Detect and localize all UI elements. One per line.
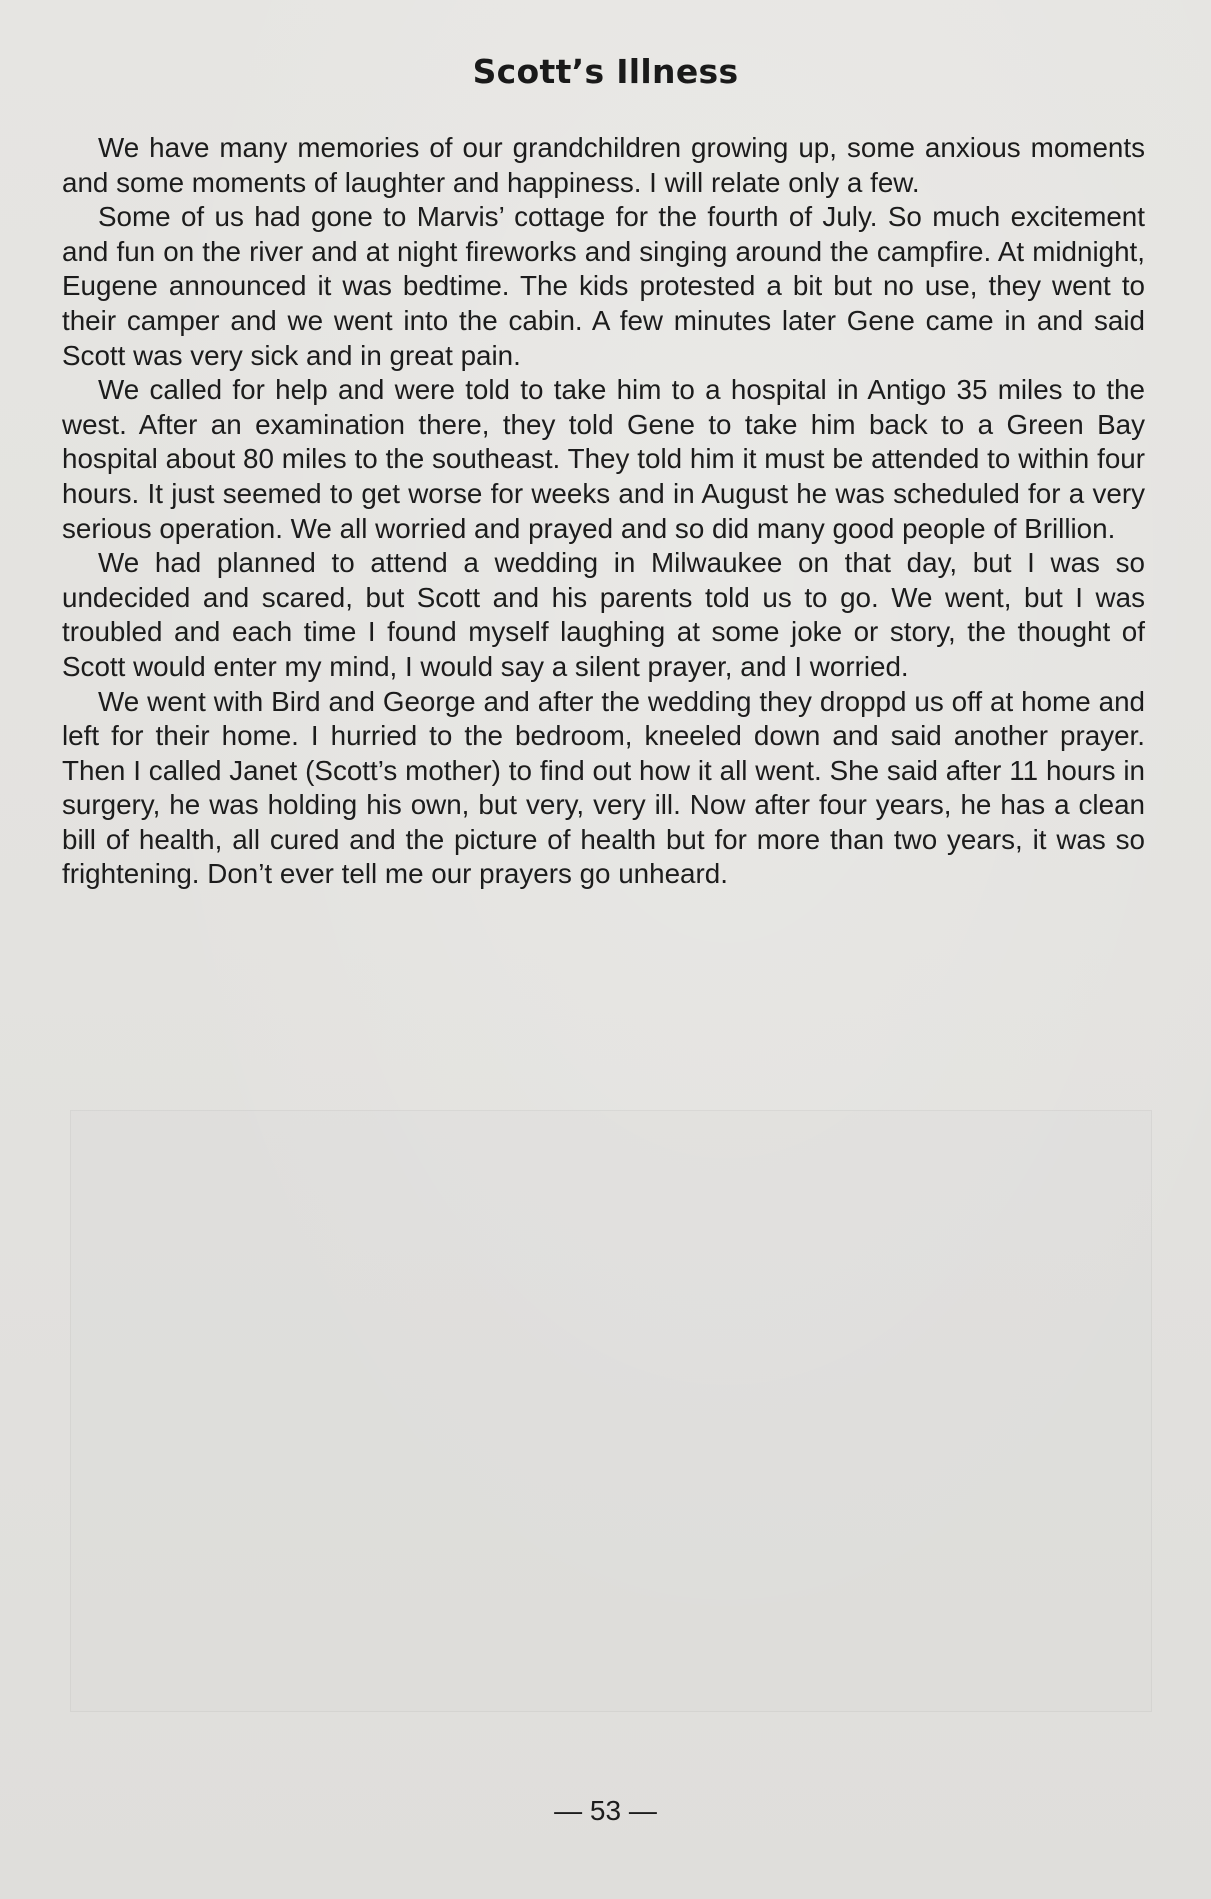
paragraph: Some of us had gone to Marvis’ cottage for the fourth of July. So much excitement and fun on the river and at night fireworks and singing around the campfire. At midnight, Eugene announced it was bedtime. The kids protested a bit but no use, they went to their camper and we went into the cabin. A few minutes later Gene came in and said Scott was very sick and in great pain. [62, 201, 1145, 371]
body-text [62, 131, 1145, 892]
page-title: Scott’s Illness [472, 52, 739, 91]
paragraph: We went with Bird and George and after the wedding they droppd us off at home and left for their home. I hurried to the bedroom, kneeled down and said another prayer. Then I called Janet (Scott’s mother) to find out how it all went. She said after 11 hours in surgery, he was holding his own, but very, very ill. Now after four years, he has a clean bill of health, all cured and the picture of health but for more than two years, it was so frightening. Don’t ever tell me our prayers go unheard. [62, 685, 1145, 890]
paragraph: We had planned to attend a wedding in Milwaukee on that day, but I was so undecided and scared, but Scott and his parents told us to go. We went, but I was troubled and each time I found myself laughing at some joke or story, the thought of Scott would enter my mind, I would say a silent prayer, and I worried. [62, 547, 1145, 682]
show-through-photo-area [70, 1110, 1152, 1712]
paragraph: We have many memories of our grandchildren growing up, some anxious moments and some moments of laughter and happiness. I will relate only a few. [62, 132, 1145, 198]
page-number: — 53 — [554, 1795, 657, 1826]
paragraph: We called for help and were told to take him to a hospital in Antigo 35 miles to the west. After an examination there, they told Gene to take him back to a Green Bay hospital about 80 miles to the southeast. They told him it must be attended to within four hours. It just seemed to get worse for weeks and in August he was scheduled for a very serious operation. We all worried and prayed and so did many good people of Brillion. [62, 374, 1145, 544]
